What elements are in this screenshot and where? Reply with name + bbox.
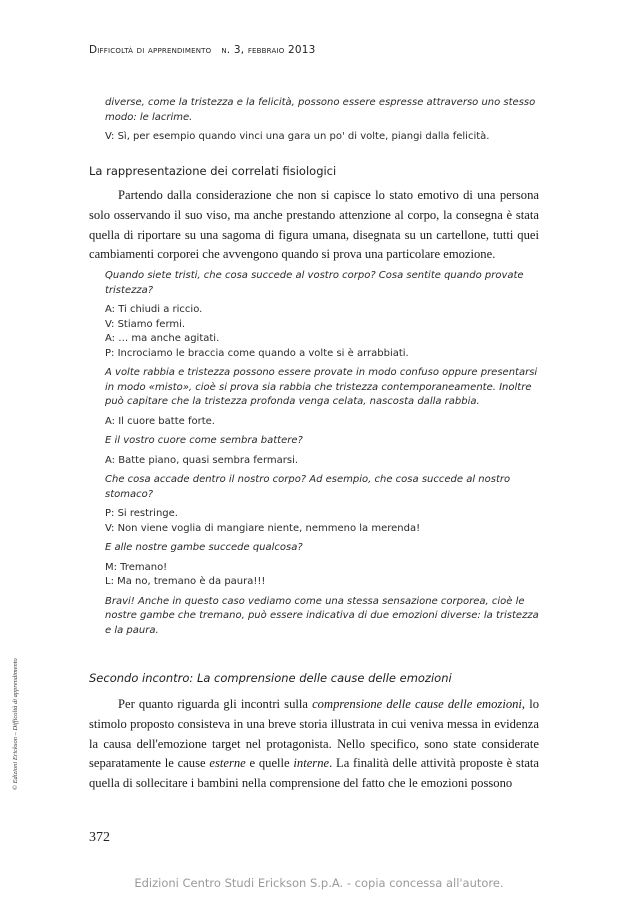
journal-title: Difficoltà di apprendimento	[89, 44, 212, 56]
dialogue-answers	[105, 507, 539, 536]
emphasis: comprensione delle cause delle emozioni	[312, 697, 522, 711]
dialogue-answer: P: Si restringe.	[105, 508, 178, 519]
copyright-side-note: © Edizioni Erickson – Difficoltà di apprendimento	[12, 658, 19, 790]
footer-watermark: Edizioni Centro Studi Erickson S.p.A. - copia concessa all'autore.	[134, 876, 504, 890]
running-header	[89, 44, 315, 56]
dialogue-question: Che cosa accade dentro il nostro corpo? Ad esempio, che cosa succede al nostro stomaco?	[105, 474, 511, 500]
dialogue-answer: V: Sì, per esempio quando vinci una gara un po' di volte, piangi dalla felicità.	[105, 131, 490, 142]
issue-info: n. 3, febbraio 2013	[221, 44, 316, 56]
dialogue-answer: A: Batte piano, quasi sembra fermarsi.	[105, 454, 299, 466]
dialogue-answer: V: Non viene voglia di mangiare niente, nemmeno la merenda!	[105, 522, 421, 534]
dialogue-question: Quando siete tristi, che cosa succede al vostro corpo? Cosa sentite quando provate tristezza?	[105, 270, 524, 296]
dialogue-answers	[105, 561, 539, 590]
dialogue-question: E il vostro cuore come sembra battere?	[105, 435, 303, 446]
page-number: 372	[89, 830, 110, 845]
paragraph-text-2: Per quanto riguarda gli incontri sulla comprensione delle cause delle emozioni, lo stimolo proposto consisteva in una breve storia illustrata in cui veniva messa in evidenza la causa dell'emozione target nel protagonista. Nello specifico, sono state considerate separatamente le cause esterne e quelle interne. La finalità delle attività proposte è stata quella di sollecitare i bambini nella comprensione del fatto che le emozioni possono	[89, 697, 540, 791]
dialogue-answer: A: Ti chiudi a riccio.	[105, 304, 203, 315]
body-paragraph	[89, 186, 539, 265]
dialogue-answers	[105, 454, 539, 469]
dialogue-answers	[105, 303, 539, 361]
body-paragraph-2	[89, 695, 539, 794]
top-dialogue	[105, 96, 539, 150]
dialogue-answer: A: Il cuore batte forte.	[105, 415, 215, 427]
emphasis: interne	[293, 756, 330, 771]
dialogue-answer: P: Incrociamo le braccia come quando a volte si è arrabbiati.	[105, 347, 409, 359]
emphasis: esterne	[209, 756, 246, 771]
dialogue-question: Bravi! Anche in questo caso vediamo come una stessa sensazione corporea, cioè le nostre gambe che tremano, può essere indicativa di due emozioni diverse: la tristezza e la paura.	[105, 595, 539, 636]
dialogue-answer: V: Stiamo fermi.	[105, 318, 186, 330]
dialogue-answers	[105, 415, 539, 430]
dialogue-answer: M: Tremano!	[105, 561, 168, 573]
dialogue-answer: L: Ma no, tremano è da paura!!!	[105, 576, 266, 587]
dialogue	[105, 269, 539, 643]
paragraph-text: Partendo dalla considerazione che non si capisce lo stato emotivo di una persona solo osservando il suo viso, ma anche prestando attenzione al corpo, la consegna è stata quella di riportare su una sagoma di figura umana, disegnata su un cartellone, tutti quei cambiamenti corporei che avvengono quando si prova una particolare emozione.	[89, 188, 539, 262]
dialogue-question: diverse, come la tristezza e la felicità, possono essere espresse attraverso uno stesso modo: le lacrime.	[105, 97, 536, 123]
dialogue-question: A volte rabbia e tristezza possono essere provate in modo confuso oppure presentarsi in modo «misto», cioè si prova sia rabbia che tristezza contemporaneamente. Inoltre può capitare che la tristezza profonda venga celata, nascosta dalla rabbia.	[105, 367, 538, 407]
section-heading: La rappresentazione dei correlati fisiologici	[89, 164, 337, 178]
section-heading-2: Secondo incontro: La comprensione delle cause delle emozioni	[89, 671, 452, 685]
dialogue-question: E alle nostre gambe succede qualcosa?	[105, 542, 303, 553]
dialogue-answer: A: … ma anche agitati.	[105, 333, 220, 344]
